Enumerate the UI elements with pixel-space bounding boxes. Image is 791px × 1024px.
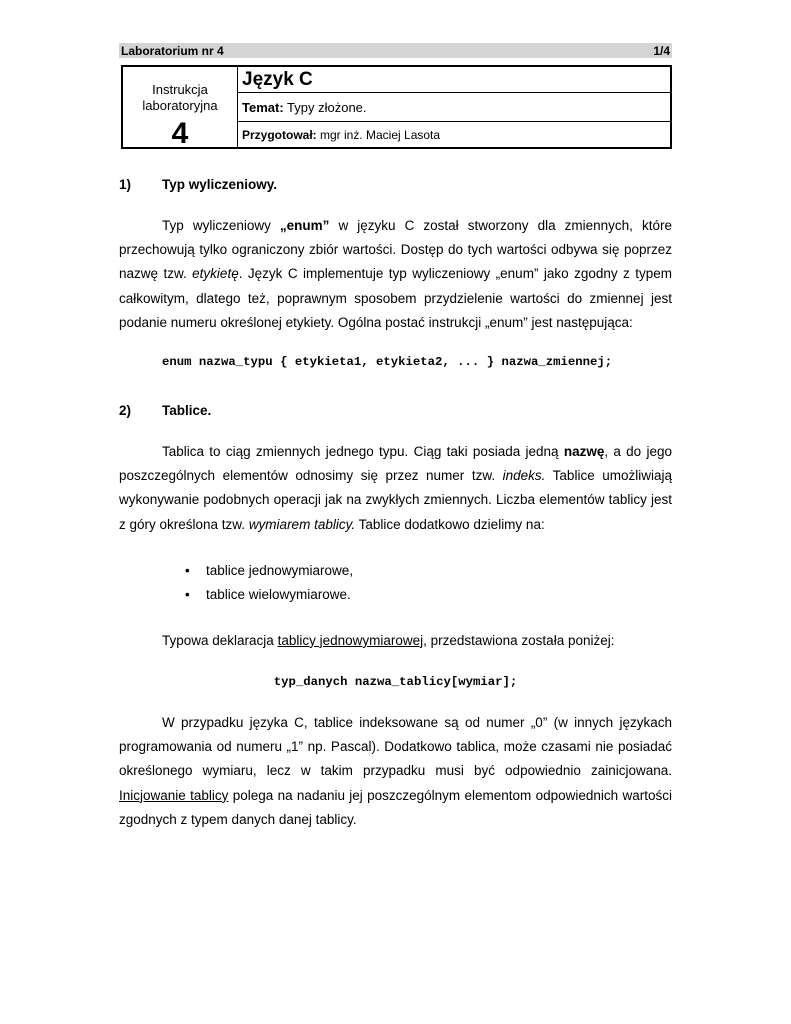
title-info [238,67,670,147]
emphasis: etykietę [192,266,239,282]
text: Tablice umożliwiają wykonywanie podobnych operacji jak na zwykłych zmiennych. Liczba elementów tablicy jest z góry określona tzw. [119,468,672,532]
emphasis: indeks. [502,468,546,484]
list-item: • tablice wielowymiarowe. [206,583,672,607]
code-enum-syntax: enum nazwa_typu { etykieta1, etykieta2, ... } nazwa_zmiennej; [162,355,613,370]
enum-keyword: „enum” [279,218,330,233]
topic-row [238,93,670,122]
course-title [238,67,670,93]
topic-value: Typy złożone. [283,99,367,115]
section-heading-arrays [119,400,672,420]
text: w języku C został stworzony dla zmiennych, które przechowują tylko ograniczony zbiór wartości. Dostęp do tych wartości odbywa się poprzez nazwę tzw. [119,218,672,282]
emphasis: wymiarem tablicy. [248,516,356,532]
text: , a do jego poszczególnych elementów odnosimy się przez numer tzw. [119,444,672,484]
underlined-term: Inicjowanie tablicy [119,787,229,803]
title-box [121,65,672,149]
paragraph-declaration [119,629,672,653]
topic-label: Temat: [242,99,284,115]
instruction-number: 4 [171,117,189,150]
author-value: mgr inż. Maciej Lasota [316,127,441,142]
array-types-list [119,559,672,607]
instruction-label-2: laboratoryjna [142,98,218,113]
emphasis-bold: nazwę [563,444,605,460]
paragraph-indexing [119,711,672,832]
text: Tablice dodatkowo dzielimy na: [355,516,545,532]
text: Tablica to ciąg zmiennych jednego typu. Ciąg taki posiada jedną [162,444,564,460]
text: Typowa deklaracja [162,632,278,648]
section-heading-enum [119,174,672,194]
underlined-term: tablicy jednowymiarowej [277,632,424,648]
section-title: Tablice. [162,402,212,418]
instruction-cell [123,67,238,150]
author-row [238,122,670,147]
page-header [119,43,672,58]
text: polega na nadaniu jej poszczególnym elementom odpowiednich wartości zgodnych z typem danych danej tablicy. [119,787,673,827]
instruction-label-1: Instrukcja [152,82,208,97]
document-content [119,174,672,832]
text: , przedstawiona została poniżej: [423,632,615,648]
course-title-text: Język C [242,68,313,90]
paragraph-arrays [119,440,672,537]
author-label: Przygotował: [242,127,317,142]
paragraph-enum [119,214,672,335]
code-array-declaration: typ_danych nazwa_tablicy[wymiar]; [273,675,518,690]
list-item: • tablice jednowymiarowe, [206,559,672,583]
document-page [119,43,673,827]
text: . Język C implementuje typ wyliczeniowy „enum” jako zgodny z typem całkowitym, dlatego też, poprawnym sposobem przydzielenie wartości do zmiennej jest podanie numeru określonej etykiety. Ogólna postać instrukcji „enum” jest następująca: [119,266,673,330]
section-number: 2) [119,402,132,418]
lab-number: Laboratorium nr 4 [121,43,224,58]
text: Typ wyliczeniowy [162,218,280,233]
section-number: 1) [119,176,132,192]
text: W przypadku języka C, tablice indeksowane są od numer „0” (w innych językach programowania od numeru „1” np. Pascal). Dodatkowo tablica, może czasami nie posiadać określonego wymiaru, lecz w takim przypadku musi być odpowiednio zainicjowana. [119,715,672,779]
section-title: Typ wyliczeniowy. [162,176,278,192]
page-number: 1/4 [653,43,670,58]
